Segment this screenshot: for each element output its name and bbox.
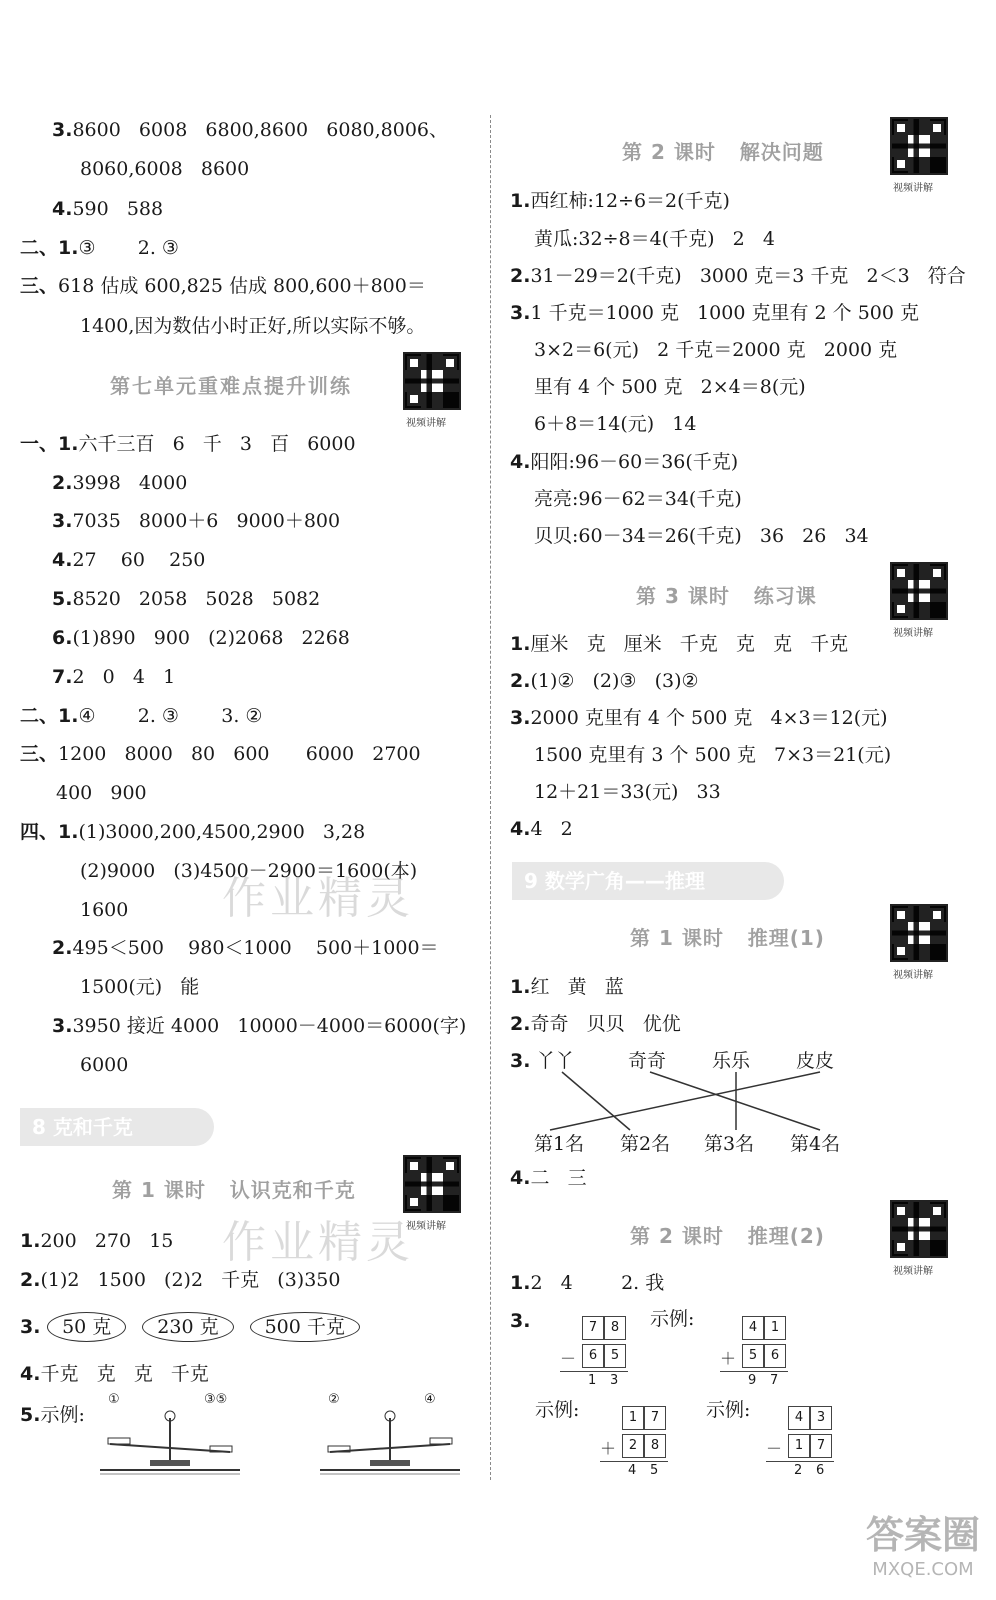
item-number: 4.: [52, 549, 73, 571]
operator-sign: －: [766, 1439, 783, 1458]
result-digit: 5: [650, 1463, 659, 1478]
item-text: 8520 2058 5028 5082: [72, 588, 321, 610]
watermark-1: 作业精灵: [222, 873, 414, 924]
example-label: 示例:: [535, 1399, 580, 1421]
scale-label-right: ④: [424, 1392, 436, 1407]
digit-box: 6: [764, 1344, 786, 1368]
lesson-title: 第 3 课时 练习课: [636, 584, 817, 608]
lesson-title: 第 1 课时 推理(1): [630, 926, 825, 950]
item-number: 三、: [20, 743, 59, 765]
item-text: 1200 8000 80 600 6000 2700: [58, 743, 421, 765]
qr-eye: [930, 566, 944, 580]
answer-line: [510, 669, 699, 693]
item-number: 四、1.: [20, 821, 79, 843]
qr-eye: [930, 121, 944, 135]
item-text: 6000: [80, 1054, 129, 1076]
answer-line: [20, 1403, 85, 1427]
answer-line: [510, 1271, 664, 1295]
operator-sign: ＋: [600, 1439, 617, 1458]
answer-line: [52, 936, 439, 960]
answer-oval: 230 克: [142, 1312, 233, 1342]
qr-eye: [894, 121, 908, 135]
item-number: 2.: [52, 472, 73, 494]
item-text: 亮亮:96－62＝34(千克): [534, 488, 742, 510]
answer-line: [52, 626, 350, 650]
item-text: 3×2＝6(元) 2 千克＝2000 克 2000 克: [534, 339, 898, 361]
balance-scale: [100, 1398, 240, 1478]
answer-line: [534, 412, 696, 436]
item-text: ③ 2. ③: [78, 237, 179, 259]
item-number: 3.: [510, 707, 531, 729]
digit-box: 7: [644, 1406, 666, 1430]
item-number: 2.: [52, 937, 73, 959]
corner-watermark-line1: 答案圈: [865, 1513, 980, 1557]
answer-oval: 500 千克: [250, 1312, 360, 1342]
matching-lines: [500, 1070, 880, 1134]
item-text: 7035 8000＋6 9000＋800: [72, 510, 341, 532]
item-text: 495＜500 980＜1000 500＋1000＝: [72, 937, 439, 959]
qr-label: 视频讲解: [893, 628, 933, 639]
item-text: 六千三百 6 千 3 百 6000: [78, 433, 356, 455]
scale-label-left: ②: [328, 1392, 340, 1407]
item-text: 红 黄 蓝: [530, 976, 624, 998]
item-text: 1600: [80, 899, 129, 921]
qr-label: 视频讲解: [893, 1266, 933, 1277]
section-title-unit7: 第七单元重难点提升训练: [110, 374, 352, 398]
result-digit: 9: [748, 1373, 757, 1388]
answer-line: [510, 264, 966, 288]
sum-line: [720, 1371, 788, 1372]
balance-scale: [320, 1398, 460, 1478]
qr-eye: [894, 1204, 908, 1218]
item-number: 4.: [510, 818, 531, 840]
answer-line: [56, 781, 147, 805]
qr-code-icon: [890, 562, 948, 620]
item-text: 31－29＝2(千克) 3000 克＝3 千克 2＜3 符合: [530, 265, 966, 287]
answer-line: [80, 975, 199, 999]
answer-line: [534, 524, 869, 548]
item-text: 3950 接近 4000 10000－4000＝6000(字): [72, 1015, 467, 1037]
item-text: 二 三: [530, 1167, 587, 1189]
digit-box: 6: [582, 1344, 604, 1368]
item-number: 4.: [20, 1363, 41, 1385]
item-text: 1400,因为数估小时正好,所以实际不够。: [80, 315, 426, 337]
answer-line: [20, 432, 356, 456]
qr-eye: [894, 1240, 908, 1254]
item-text: 2 4 2. 我: [530, 1272, 665, 1294]
sum-line: [600, 1461, 668, 1462]
digit-box: 7: [810, 1434, 832, 1458]
item-text: 590 588: [72, 198, 164, 220]
lesson-title: 第 1 课时 认识克和千克: [112, 1178, 356, 1202]
item-number: 一、1.: [20, 433, 79, 455]
qr-eye: [930, 908, 944, 922]
answer-line: [52, 509, 340, 533]
answer-line: [80, 1053, 128, 1077]
answer-line: [52, 1014, 466, 1038]
digit-box: 1: [622, 1406, 644, 1430]
qr-code-icon: [890, 1200, 948, 1258]
item-number: 3.: [52, 510, 73, 532]
result-digit: 3: [610, 1373, 619, 1388]
item-text: 2000 克里有 4 个 500 克 4×3＝12(元): [530, 707, 888, 729]
answer-line: [20, 742, 421, 766]
answer-line: [20, 1268, 340, 1292]
item-text: 厘米 克 厘米 千克 克 克 千克: [530, 633, 849, 655]
item-text: (2)9000 (3)4500－2900＝1600(本): [80, 860, 418, 882]
item-text: 1500(元) 能: [80, 976, 200, 998]
answer-line: [20, 820, 365, 844]
item-text: 200 270 15: [40, 1230, 174, 1252]
qr-eye: [930, 1204, 944, 1218]
item-text: 西红柿:12÷6＝2(千克): [530, 190, 730, 212]
item-number: 4.: [510, 451, 531, 473]
item-number: 3.: [510, 302, 531, 324]
item-number: 5.: [52, 588, 73, 610]
item-text: 1 千克＝1000 克 1000 克里有 2 个 500 克: [530, 302, 919, 324]
qr-eye: [407, 392, 421, 406]
item-text: 400 900: [56, 782, 147, 804]
item-number: 3.: [510, 1310, 531, 1332]
qr-label: 视频讲解: [893, 970, 933, 981]
answer-line: [20, 704, 262, 728]
answer-oval: 50 克: [47, 1312, 126, 1342]
operator-sign: －: [560, 1349, 577, 1368]
item-number: 2.: [510, 1013, 531, 1035]
item-text: 27 60 250: [72, 549, 206, 571]
item-text: 8060,6008 8600: [80, 158, 250, 180]
qr-eye: [443, 1159, 457, 1173]
example-label: 示例:: [650, 1308, 695, 1330]
item-number: 3.: [52, 119, 73, 141]
qr-eye: [894, 602, 908, 616]
answer-line: [510, 450, 738, 474]
answer-line: [510, 817, 573, 841]
answer-line: [510, 1166, 587, 1190]
item-number: 二、1.: [20, 237, 79, 259]
scale-label-left: ①: [108, 1392, 120, 1407]
qr-label: 视频讲解: [893, 183, 933, 194]
item-number: 1.: [510, 633, 531, 655]
answer-line: [20, 1362, 209, 1386]
digit-box: 8: [604, 1316, 626, 1340]
item-text: 3998 4000: [72, 472, 188, 494]
result-digit: 1: [588, 1373, 597, 1388]
answer-line: [20, 1312, 376, 1342]
digit-box: 5: [604, 1344, 626, 1368]
answer-line: [20, 274, 426, 298]
answer-line: [20, 1229, 173, 1253]
answer-line: [534, 743, 891, 767]
lesson-title: 第 2 课时 推理(2): [630, 1224, 825, 1248]
item-text: 奇奇 贝贝 优优: [530, 1013, 681, 1035]
answer-line: [534, 487, 742, 511]
item-text: 4 2: [530, 818, 573, 840]
unit8-banner: 8 克和千克: [20, 1108, 214, 1146]
result-digit: 2: [794, 1463, 803, 1478]
item-number: 三、: [20, 275, 59, 297]
corner-watermark-line2: MXQE.COM: [872, 1559, 974, 1580]
watermark-2: 作业精灵: [222, 1217, 414, 1268]
item-text: ④ 2. ③ 3. ②: [78, 705, 263, 727]
result-digit: 7: [770, 1373, 779, 1388]
item-number: 3.: [52, 1015, 73, 1037]
answer-line: [52, 587, 320, 611]
item-text: 贝贝:60－34＝26(千克) 36 26 34: [534, 525, 869, 547]
example-label: 示例:: [706, 1399, 751, 1421]
item-number: 4.: [510, 1167, 531, 1189]
answer-line: [80, 314, 425, 338]
answer-line: [534, 227, 775, 251]
digit-box: 3: [810, 1406, 832, 1430]
answer-line: [510, 1012, 681, 1036]
qr-code-icon: [403, 1155, 461, 1213]
answer-line: [52, 471, 187, 495]
item-text: 12＋21＝33(元) 33: [534, 781, 721, 803]
digit-box: 8: [644, 1434, 666, 1458]
corner-watermark: [866, 1504, 980, 1580]
qr-eye: [894, 566, 908, 580]
qr-label: 视频讲解: [406, 1221, 446, 1232]
item-number: 7.: [52, 666, 73, 688]
item-number: 6.: [52, 627, 73, 649]
qr-eye: [894, 944, 908, 958]
item-text: 黄瓜:32÷8＝4(千克) 2 4: [534, 228, 775, 250]
item-text: 千克 克 克 千克: [40, 1363, 209, 1385]
answer-line: [80, 157, 249, 181]
item-text: 618 估成 600,825 估成 800,600＋800＝: [58, 275, 426, 297]
name-label: 丫丫: [536, 1050, 575, 1072]
item-number: 1.: [510, 1272, 531, 1294]
sum-line: [560, 1371, 628, 1372]
answer-line: [534, 375, 806, 399]
item-text: 阳阳:96－60＝36(千克): [530, 451, 739, 473]
item-text: 6＋8＝14(元) 14: [534, 413, 697, 435]
digit-box: 4: [788, 1406, 810, 1430]
qr-eye: [407, 1159, 421, 1173]
rank-label: 第1名: [534, 1133, 585, 1155]
qr-eye: [443, 356, 457, 370]
item-text: 8600 6008 6800,8600 6080,8006、: [72, 119, 449, 141]
digit-box: 5: [742, 1344, 764, 1368]
answer-line: [52, 665, 175, 689]
item-number: 3.: [20, 1316, 48, 1338]
result-digit: 6: [816, 1463, 825, 1478]
result-digit: 4: [628, 1463, 637, 1478]
item-text: (1)3000,200,4500,2900 3,28: [78, 821, 366, 843]
item-text: 2 0 4 1: [72, 666, 176, 688]
answer-line: [80, 859, 417, 883]
column-divider: [490, 115, 491, 1480]
rank-label: 第2名: [620, 1133, 671, 1155]
item-number: 2.: [510, 670, 531, 692]
unit9-banner: 9 数学广角——推理: [512, 862, 784, 900]
item-text: 1500 克里有 3 个 500 克 7×3＝21(元): [534, 744, 892, 766]
item-number: 4.: [52, 198, 73, 220]
answer-line: [20, 236, 179, 260]
answer-line: [52, 118, 448, 142]
scale-label-right: ③⑤: [204, 1392, 228, 1407]
answer-line: [510, 189, 730, 213]
qr-eye: [894, 908, 908, 922]
item-number: 2.: [510, 265, 531, 287]
item-number: 5.: [20, 1404, 41, 1426]
digit-box: 2: [622, 1434, 644, 1458]
name-label: 奇奇: [628, 1050, 667, 1072]
qr-code-icon: [890, 904, 948, 962]
answer-line: [510, 632, 848, 656]
item-number: 1.: [510, 190, 531, 212]
name-label: 皮皮: [796, 1050, 835, 1072]
answer-line: [534, 780, 721, 804]
qr-eye: [407, 1195, 421, 1209]
item-text: (1)2 1500 (2)2 千克 (3)350: [40, 1269, 341, 1291]
qr-eye: [407, 356, 421, 370]
answer-line: [52, 548, 205, 572]
item-number: 1.: [20, 1230, 41, 1252]
answer-line: [80, 898, 128, 922]
item-number: 3.: [510, 1050, 531, 1072]
item-text: 里有 4 个 500 克 2×4＝8(元): [534, 376, 806, 398]
answer-line: [52, 197, 163, 221]
item-number: 1.: [510, 976, 531, 998]
digit-box: 4: [742, 1316, 764, 1340]
item-text: (1)② (2)③ (3)②: [530, 670, 699, 692]
qr-eye: [894, 157, 908, 171]
item-text: (1)890 900 (2)2068 2268: [72, 627, 350, 649]
qr-code-icon: [890, 117, 948, 175]
qr-label: 视频讲解: [406, 418, 446, 429]
answer-line: [510, 301, 919, 325]
digit-box: 1: [788, 1434, 810, 1458]
answer-line: [510, 975, 624, 999]
item-number: 二、1.: [20, 705, 79, 727]
item-number: 2.: [20, 1269, 41, 1291]
operator-sign: ＋: [720, 1349, 737, 1368]
rank-label: 第4名: [790, 1133, 841, 1155]
sum-line: [766, 1461, 834, 1462]
rank-label: 第3名: [704, 1133, 755, 1155]
answer-line: [534, 338, 897, 362]
digit-box: 1: [764, 1316, 786, 1340]
digit-box: 7: [582, 1316, 604, 1340]
answer-line: [510, 706, 888, 730]
item-text: 示例:: [40, 1404, 85, 1426]
lesson-title: 第 2 课时 解决问题: [622, 140, 824, 164]
name-label: 乐乐: [712, 1050, 751, 1072]
qr-code-icon: [403, 352, 461, 410]
